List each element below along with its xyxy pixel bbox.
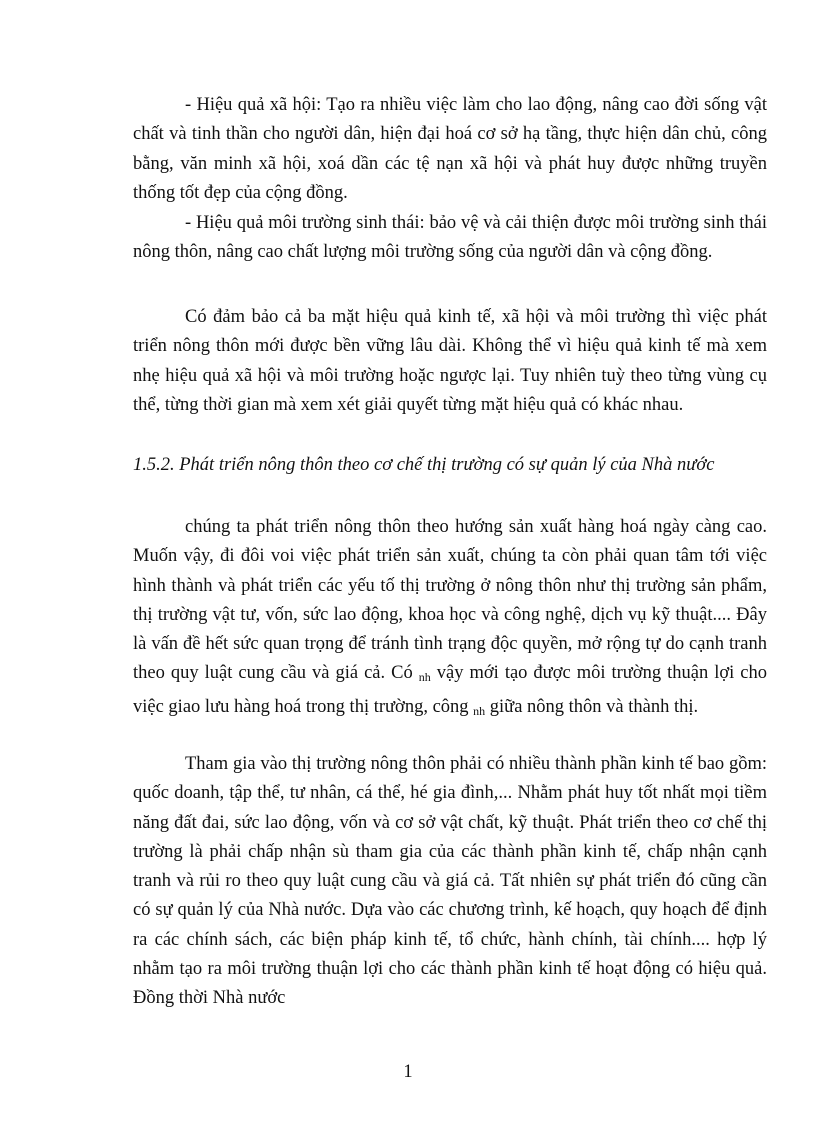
paragraph-economic-sectors: Tham gia vào thị trường nông thôn phải có nhiều thành phần kinh tế bao gồm: quốc doanh, tập thể, tư nhân, cá thể, hé gia đình,... Nhằm phát huy tốt nhất mọi tiềm năng đất đai, sức lao động, vốn và cơ sở vật chất, kỹ thuật. Phát triển theo cơ chế thị trường là phải chấp nhận sù tham gia của các thành phần kinh tế, chấp nhận cạnh tranh và rủi ro theo quy luật cung cầu và giá cả. Tất nhiên sự phát triển đó cũng cần có sự quản lý của Nhà nước. Dựa vào các chương trình, kế hoạch, quy hoạch để định ra các chính sách, các biện pháp kinh tế, tổ chức, hành chính, tài chính.... hợp lý nhằm tạo ra môi trường thuận lợi cho các thành phần kinh tế hoạt động có hiệu quả. Đồng thời Nhà nước (133, 754, 767, 1009)
paragraph-text-part: vậy mới tạo được môi trường thuận lợi cho việc giao lưu hàng hoá trong thị trường, công (133, 663, 767, 717)
paragraph-text-part: giữa nông thôn và thành thị. (485, 696, 699, 717)
paragraph-social-efficiency: - Hiệu quả xã hội: Tạo ra nhiều việc làm cho lao động, nâng cao đời sống vật chất và tinh thần cho người dân, hiện đại hoá cơ sở hạ tầng, thực hiện dân chủ, công bằng, văn minh xã hội, xoá dần các tệ nạn xã hội và phát huy được những truyền thống tốt đẹp của cộng đồng. (133, 95, 767, 203)
section-heading: 1.5.2. Phát triển nông thôn theo cơ chế thị trường có sự quản lý của Nhà nước (133, 455, 715, 475)
paragraph-environment-efficiency: - Hiệu quả môi trường sinh thái: bảo vệ và cải thiện được môi trường sinh thái nông thôn, nâng cao chất lượng môi trường sống của người dân và cộng đồng. (133, 213, 767, 263)
paragraph-sustainability: Có đảm bảo cả ba mặt hiệu quả kinh tế, xã hội và môi trường thì việc phát triển nông thôn mới được bền vững lâu dài. Không thể vì hiệu quả kinh tế mà xem nhẹ hiệu quả xã hội và môi trường hoặc ngược lại. Tuy nhiên tuỳ theo từng vùng cụ thể, từng thời gian mà xem xét giải quyết từng mặt hiệu quả có khác nhau. (133, 307, 767, 415)
paragraph-market-development (133, 513, 767, 726)
paragraph-text-fragment: nh (473, 703, 486, 718)
paragraph-text-part: chúng ta phát triển nông thôn theo hướng sản xuất hàng hoá ngày càng cao. Muốn vậy, đi đôi voi việc phát triển sản xuất, chúng ta còn phải quan tâm tới việc hình thành và phát triển các yếu tố thị trường ở nông thôn như thị trường sản phẩm, thị trường vật tư, vốn, sức lao động, khoa học và công nghệ, dịch vụ kỹ thuật.... Đây là vấn đề hết sức quan trọng để tránh tình trạng độc quyền, mở rộng tự do cạnh tranh theo quy luật cung cầu và giá cả. Có (133, 517, 767, 684)
paragraph-text-fragment: nh (418, 670, 431, 685)
page-number: 1 (403, 1062, 413, 1082)
